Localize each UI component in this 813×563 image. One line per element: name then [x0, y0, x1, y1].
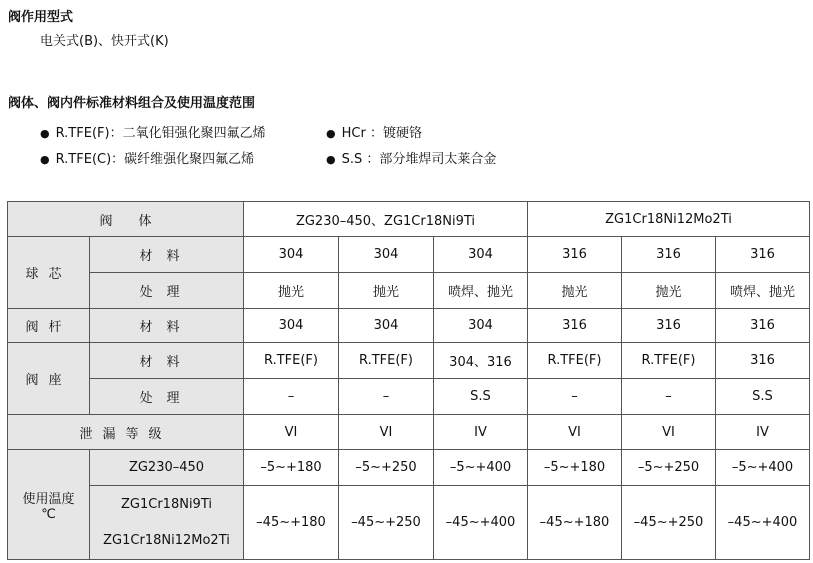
table-cell: 316 [622, 309, 716, 343]
table-row-body [8, 202, 810, 237]
temp-row2-label-b: ZG1Cr18Ni12Mo2Ti [103, 532, 230, 548]
seat-label: 阀座 [8, 343, 90, 415]
table-row-ball-material [8, 237, 810, 273]
table-cell: 304 [244, 237, 339, 273]
table-cell: 304、316 [434, 343, 528, 379]
table-cell: R.TFE(F) [244, 343, 339, 379]
legend-item-ss: ● S.S ：部分堆焊司太莱合金 [326, 152, 497, 167]
seat-treatment-label: 处理 [90, 379, 244, 415]
table-cell: –45~+180 [528, 486, 622, 560]
table-cell: –5~+400 [716, 450, 810, 486]
bullet-icon: ● [40, 127, 50, 140]
ball-material-label: 材料 [90, 237, 244, 273]
table-cell: – [528, 379, 622, 415]
table-cell: –45~+250 [622, 486, 716, 560]
table-cell: VI [339, 415, 434, 450]
table-cell: 喷焊、抛光 [716, 273, 810, 309]
temperature-unit: ℃ [41, 506, 56, 522]
ball-treatment-label: 处理 [90, 273, 244, 309]
table-cell: 抛光 [244, 273, 339, 309]
table-cell: –5~+250 [622, 450, 716, 486]
table-cell: –5~+180 [244, 450, 339, 486]
group-a-header: ZG230–450、ZG1Cr18Ni9Ti [244, 202, 528, 237]
table-row-seat-material [8, 343, 810, 379]
section-title-action-type: 阀作用型式 [8, 10, 74, 25]
table-cell: IV [716, 415, 810, 450]
table-cell: –45~+400 [434, 486, 528, 560]
table-row-ball-treatment [8, 273, 810, 309]
stem-material-label: 材料 [90, 309, 244, 343]
table-cell: – [244, 379, 339, 415]
table-cell: 抛光 [339, 273, 434, 309]
table-cell: 304 [434, 237, 528, 273]
table-cell: –5~+250 [339, 450, 434, 486]
table-cell: VI [528, 415, 622, 450]
table-cell: 抛光 [622, 273, 716, 309]
table-cell: –5~+400 [434, 450, 528, 486]
table-cell: 316 [528, 237, 622, 273]
table-cell: 316 [622, 237, 716, 273]
action-type-text: 电关式(B)、快开式(K) [40, 34, 169, 49]
temperature-label-text: 使用温度 [22, 491, 75, 507]
stem-label: 阀杆 [8, 309, 90, 343]
bullet-icon: ● [326, 153, 336, 166]
table-cell: 316 [716, 309, 810, 343]
table-cell: 304 [434, 309, 528, 343]
legend-item-rtfe-c: ● R.TFE(C)：碳纤维强化聚四氟乙烯 [40, 152, 255, 167]
table-cell: R.TFE(F) [528, 343, 622, 379]
table-row-temp-1 [8, 450, 810, 486]
body-header: 阀 体 [8, 202, 244, 237]
table-cell: 316 [716, 237, 810, 273]
table-cell: S.S [716, 379, 810, 415]
table-cell: 304 [244, 309, 339, 343]
table-cell: VI [244, 415, 339, 450]
leakage-label: 泄漏等级 [8, 415, 244, 450]
table-cell: 304 [339, 237, 434, 273]
seat-material-label: 材料 [90, 343, 244, 379]
table-row-leakage [8, 415, 810, 450]
temp-row2-label-a: ZG1Cr18Ni9Ti [121, 496, 212, 512]
section-title-materials: 阀体、阀内件标准材料组合及使用温度范围 [8, 96, 256, 111]
table-cell: R.TFE(F) [339, 343, 434, 379]
temperature-label [8, 450, 90, 560]
table-cell: –45~+250 [339, 486, 434, 560]
table-cell: IV [434, 415, 528, 450]
legend-item-rtfe-f: ● R.TFE(F)：二氧化钼强化聚四氟乙烯 [40, 126, 266, 141]
legend-item-hcr: ● HCr ：镀硬铬 [326, 126, 422, 141]
table-cell: R.TFE(F) [622, 343, 716, 379]
table-cell: 304 [339, 309, 434, 343]
table-cell: –45~+400 [716, 486, 810, 560]
table-cell: –5~+180 [528, 450, 622, 486]
table-cell: – [339, 379, 434, 415]
ball-label: 球芯 [8, 237, 90, 309]
table-cell: 喷焊、抛光 [434, 273, 528, 309]
temp-row2-label [90, 486, 244, 560]
table-cell: 抛光 [528, 273, 622, 309]
table-cell: –45~+180 [244, 486, 339, 560]
temp-row1-label: ZG230–450 [90, 450, 244, 486]
table-row-seat-treatment [8, 379, 810, 415]
table-row-stem [8, 309, 810, 343]
material-spec-table [7, 201, 810, 560]
group-b-header: ZG1Cr18Ni12Mo2Ti [528, 202, 810, 237]
bullet-icon: ● [40, 153, 50, 166]
table-cell: 316 [528, 309, 622, 343]
table-cell: VI [622, 415, 716, 450]
table-cell: 316 [716, 343, 810, 379]
bullet-icon: ● [326, 127, 336, 140]
table-row-temp-2 [8, 486, 810, 560]
table-cell: S.S [434, 379, 528, 415]
table-cell: – [622, 379, 716, 415]
